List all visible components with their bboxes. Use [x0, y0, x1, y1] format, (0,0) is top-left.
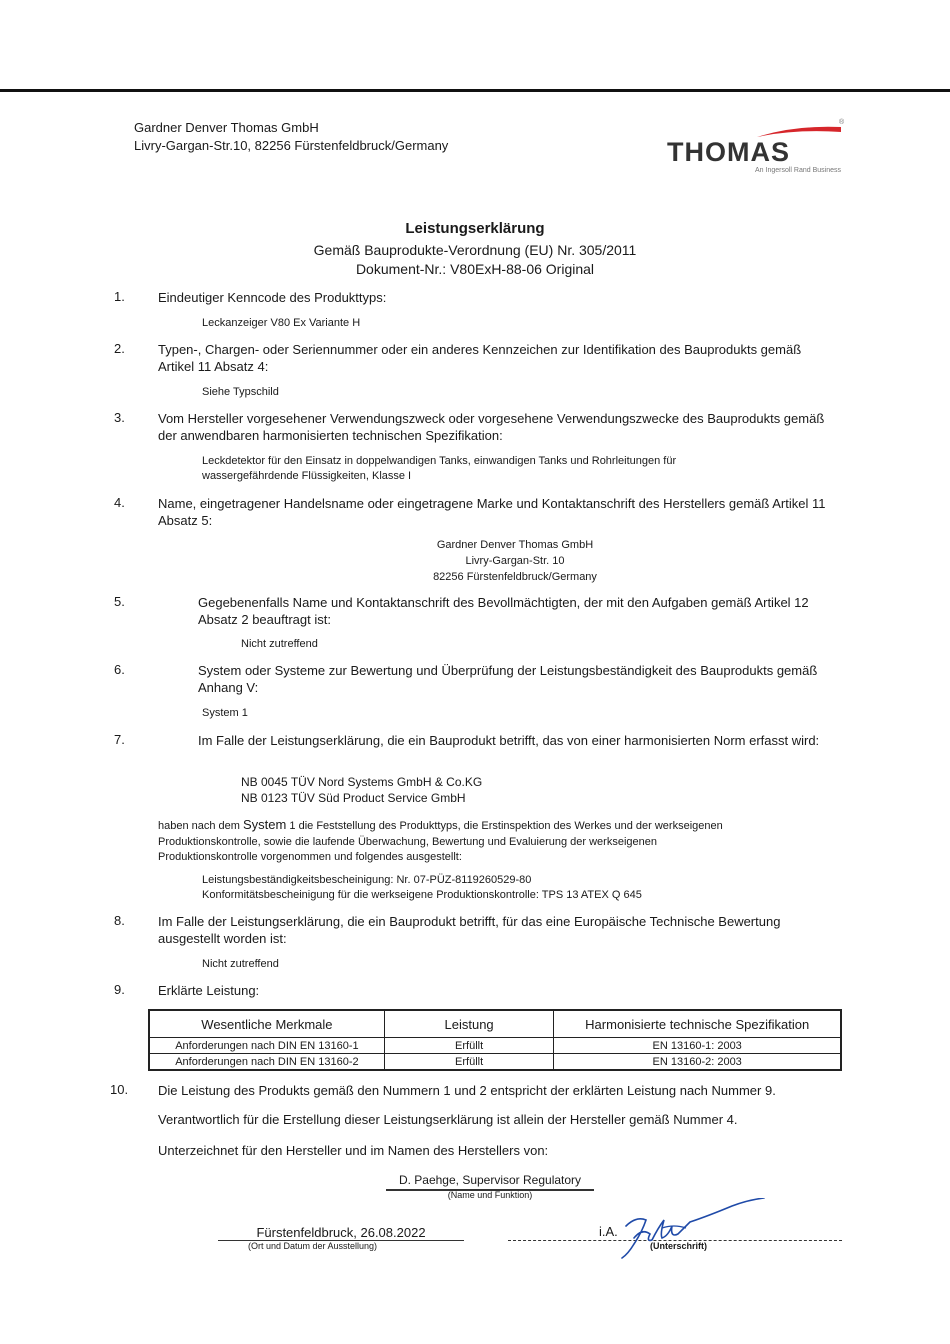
ia-label: i.A.	[599, 1224, 618, 1239]
manufacturer-address-line: 82256 Fürstenfeldbruck/Germany	[433, 571, 597, 583]
item-number: 10.	[110, 1082, 129, 1097]
table-header: Wesentliche Merkmale	[149, 1010, 384, 1038]
item-question: Im Falle der Leistungserklärung, die ein Bauprodukt betrifft, für das eine Europäische Technische Bewertung ausgestellt worden ist:	[158, 914, 781, 946]
item-number: 5.	[114, 594, 125, 609]
paragraph-line: Produktionskontrolle, sowie die laufende Überwachung, Bewertung und Evaluierung der werkseigenen	[158, 835, 657, 848]
item-statement: Die Leistung des Produkts gemäß den Nummern 1 und 2 entspricht der erklärten Leistung nach Nummer 9.	[158, 1083, 776, 1098]
place-date: Fürstenfeldbruck, 26.08.2022	[256, 1225, 426, 1240]
sender-address: Livry-Gargan-Str.10, 82256 Fürstenfeldbruck/Germany	[134, 138, 449, 153]
manufacturer-address-line: Gardner Denver Thomas GmbH	[436, 539, 594, 551]
table-cell: Anforderungen nach DIN EN 13160-1	[149, 1038, 384, 1054]
certificate-line: Leistungsbeständigkeitsbescheinigung: Nr. 07-PÜZ-8119260529-80	[202, 874, 532, 886]
item-question: System oder Systeme zur Bewertung und Überprüfung der Leistungsbeständigkeit des Bauprodukts gemäß Anhang V:	[198, 663, 818, 695]
item-answer-line: wassergefährdende Flüssigkeiten, Klasse I	[202, 470, 412, 482]
item-number: 2.	[114, 341, 125, 356]
item-number: 3.	[114, 410, 125, 425]
logo-tagline: An Ingersoll Rand Business	[755, 167, 841, 174]
table-cell: Erfüllt	[384, 1038, 554, 1054]
document-subtitle: Gemäß Bauprodukte-Verordnung (EU) Nr. 305/2011	[313, 242, 637, 258]
item-question: Vom Hersteller vorgesehener Verwendungszweck oder vorgesehene Verwendungszwecke des Bauprodukts gemäß der anwendbaren harmonisierten technischen Spezifikation:	[158, 411, 825, 443]
performance-table	[148, 1009, 842, 1071]
item-question: Eindeutiger Kenncode des Produkttyps:	[158, 290, 387, 305]
notified-body: NB 0123 TÜV Süd Product Service GmbH	[241, 791, 466, 805]
certificate-line: Konformitätsbescheinigung für die werkseigene Produktionskontrolle: TPS 13 ATEX Q 645	[202, 889, 642, 901]
table-header: Harmonisierte technische Spezifikation	[554, 1010, 841, 1038]
item-answer: Leckanzeiger V80 Ex Variante H	[202, 317, 361, 329]
notified-body: NB 0045 TÜV Nord Systems GmbH & Co.KG	[241, 775, 483, 789]
table-cell: EN 13160-2: 2003	[554, 1054, 841, 1071]
item-answer: System 1	[202, 707, 248, 719]
table-row	[149, 1054, 841, 1071]
sender-block	[134, 119, 448, 155]
table-header-row	[149, 1010, 841, 1038]
signatory-name-function: D. Paehge, Supervisor Regulatory	[398, 1173, 582, 1187]
logo-wordmark: THOMAS	[667, 137, 790, 167]
table-cell: Erfüllt	[384, 1054, 554, 1071]
item-answer: Siehe Typschild	[202, 386, 279, 398]
paragraph-line: haben nach dem System 1 die Feststellung des Produkttyps, die Erstinspektion des Werkes und der werkseigenen	[158, 817, 723, 832]
paragraph-line: Produktionskontrolle vorgenommen und folgendes ausgestellt:	[158, 851, 462, 863]
table-header: Leistung	[384, 1010, 554, 1038]
responsibility-statement: Verantwortlich für die Erstellung dieser Leistungserklärung ist allein der Hersteller gemäß Nummer 4.	[158, 1112, 738, 1127]
name-caption: (Name und Funktion)	[447, 1190, 533, 1200]
top-rule	[0, 89, 950, 92]
item-answer-line: Leckdetektor für den Einsatz in doppelwandigen Tanks, einwandigen Tanks und Rohrleitungen für	[202, 455, 677, 467]
handwritten-signature-icon	[612, 1198, 772, 1262]
item-number: 1.	[114, 289, 125, 304]
signed-for-statement: Unterzeichnet für den Hersteller und im Namen des Herstellers von:	[158, 1143, 549, 1158]
item-answer: Nicht zutreffend	[202, 958, 279, 970]
item-question: Name, eingetragener Handelsname oder eingetragene Marke und Kontaktanschrift des Herstellers gemäß Artikel 11 Absatz 5:	[158, 496, 826, 528]
sender-name: Gardner Denver Thomas GmbH	[134, 120, 319, 135]
table-cell: Anforderungen nach DIN EN 13160-2	[149, 1054, 384, 1071]
document-title: Leistungserklärung	[405, 220, 545, 237]
registered-mark: ®	[839, 119, 845, 126]
item-question: Typen-, Chargen- oder Seriennummer oder ein anderes Kennzeichen zur Identifikation des Bauprodukts gemäß Artikel 11 Absatz 4:	[158, 342, 802, 374]
item-number: 9.	[114, 982, 125, 997]
table-row	[149, 1038, 841, 1054]
item-answer: Nicht zutreffend	[241, 638, 318, 650]
item-question: Im Falle der Leistungserklärung, die ein Bauprodukt betrifft, das von einer harmonisierten Norm erfasst wird:	[198, 733, 820, 748]
item-number: 8.	[114, 913, 125, 928]
item-number: 6.	[114, 662, 125, 677]
signature-caption: (Unterschrift)	[650, 1241, 708, 1251]
item-question: Erklärte Leistung:	[158, 983, 260, 998]
document-number: Dokument-Nr.: V80ExH-88-06 Original	[355, 261, 595, 277]
manufacturer-address-line: Livry-Gargan-Str. 10	[465, 555, 565, 567]
item-number: 7.	[114, 732, 125, 747]
item-question: Gegebenenfalls Name und Kontaktanschrift des Bevollmächtigten, der mit den Aufgaben gemäß Artikel 12 Absatz 2 beauftragt ist:	[198, 595, 809, 627]
thomas-logo	[667, 119, 847, 179]
table-cell: EN 13160-1: 2003	[554, 1038, 841, 1054]
place-date-caption: (Ort und Datum der Ausstellung)	[248, 1241, 378, 1251]
certification-paragraph	[158, 817, 838, 866]
item-number: 4.	[114, 495, 125, 510]
